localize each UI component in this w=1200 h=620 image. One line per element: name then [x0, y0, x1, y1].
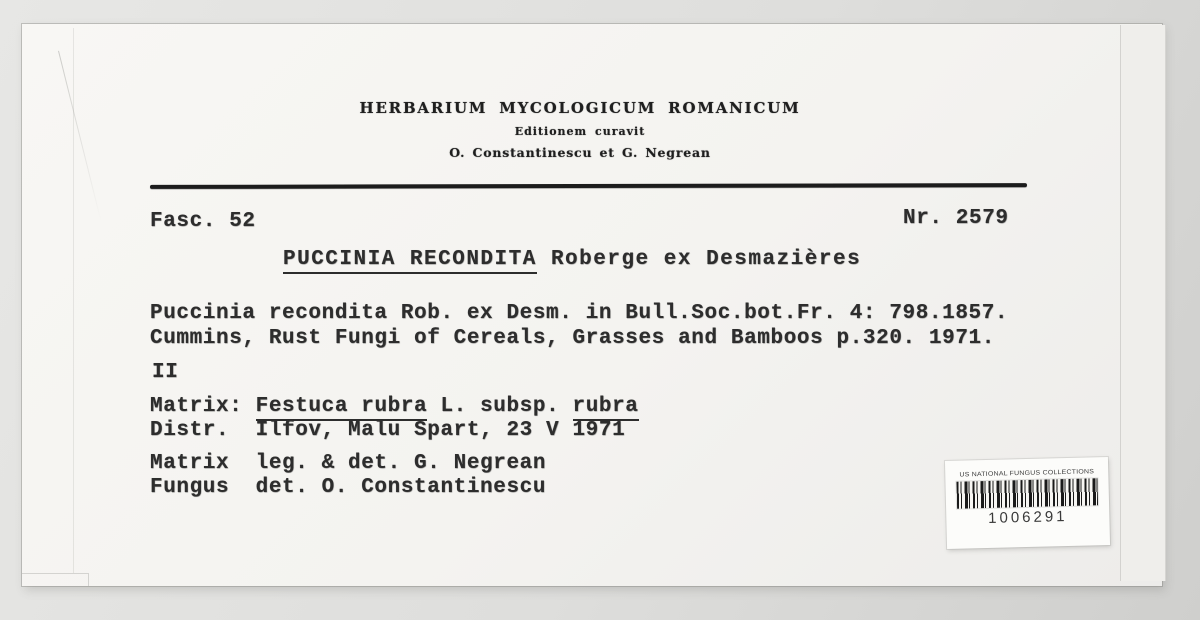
host-species: Festuca rubra — [256, 395, 428, 421]
fascicle-number: Fasc. 52 — [150, 210, 256, 233]
species-heading — [283, 249, 861, 271]
synonymy-line-2: Cummins, Rust Fungi of Cereals, Grasses and Bamboos p.320. 1971. — [150, 327, 995, 350]
barcode-icon — [956, 478, 1098, 508]
matrix-line — [150, 396, 639, 418]
paper-step-line-bottom — [22, 573, 88, 574]
rust-stage: II — [152, 361, 179, 384]
matrix-label: Matrix: — [150, 395, 256, 418]
herbarium-title: HERBARIUM MYCOLOGICUM ROMANICUM — [359, 99, 801, 117]
collector-line-1: Matrix leg. & det. G. Negrean — [150, 452, 547, 475]
herbarium-subtitle: Editionem curavit — [514, 125, 646, 138]
paper-edge-line-left — [73, 28, 74, 573]
collector-line-2: Fungus det. O. Constantinescu — [150, 476, 547, 499]
synonymy-line-1: Puccinia recondita Rob. ex Desm. in Bull.Soc.bot.Fr. 4: 798.1857. — [150, 302, 1009, 325]
paper-step-notch — [88, 573, 89, 586]
barcode-institution-label: US NATIONAL FUNGUS COLLECTIONS — [959, 468, 1095, 479]
distribution-line: Distr. Ilfov, Malu Spart, 23 V 1971 — [150, 419, 626, 442]
paper-behind-right-edge — [1120, 25, 1166, 581]
host-subspecies: rubra — [573, 395, 639, 421]
herbarium-editors: O. Constantinescu et G. Negrean — [449, 145, 711, 160]
barcode-number: 1006291 — [987, 508, 1068, 527]
paper-fold-line — [58, 51, 101, 221]
matrix-middle: L. subsp. — [427, 395, 573, 418]
species-authority: Roberge ex Desmazières — [536, 248, 862, 271]
species-name: PUCCINIA RECONDITA — [283, 248, 537, 274]
barcode-sticker — [945, 457, 1110, 549]
specimen-number: Nr. 2579 — [903, 207, 1009, 230]
letterhead — [140, 99, 1020, 160]
